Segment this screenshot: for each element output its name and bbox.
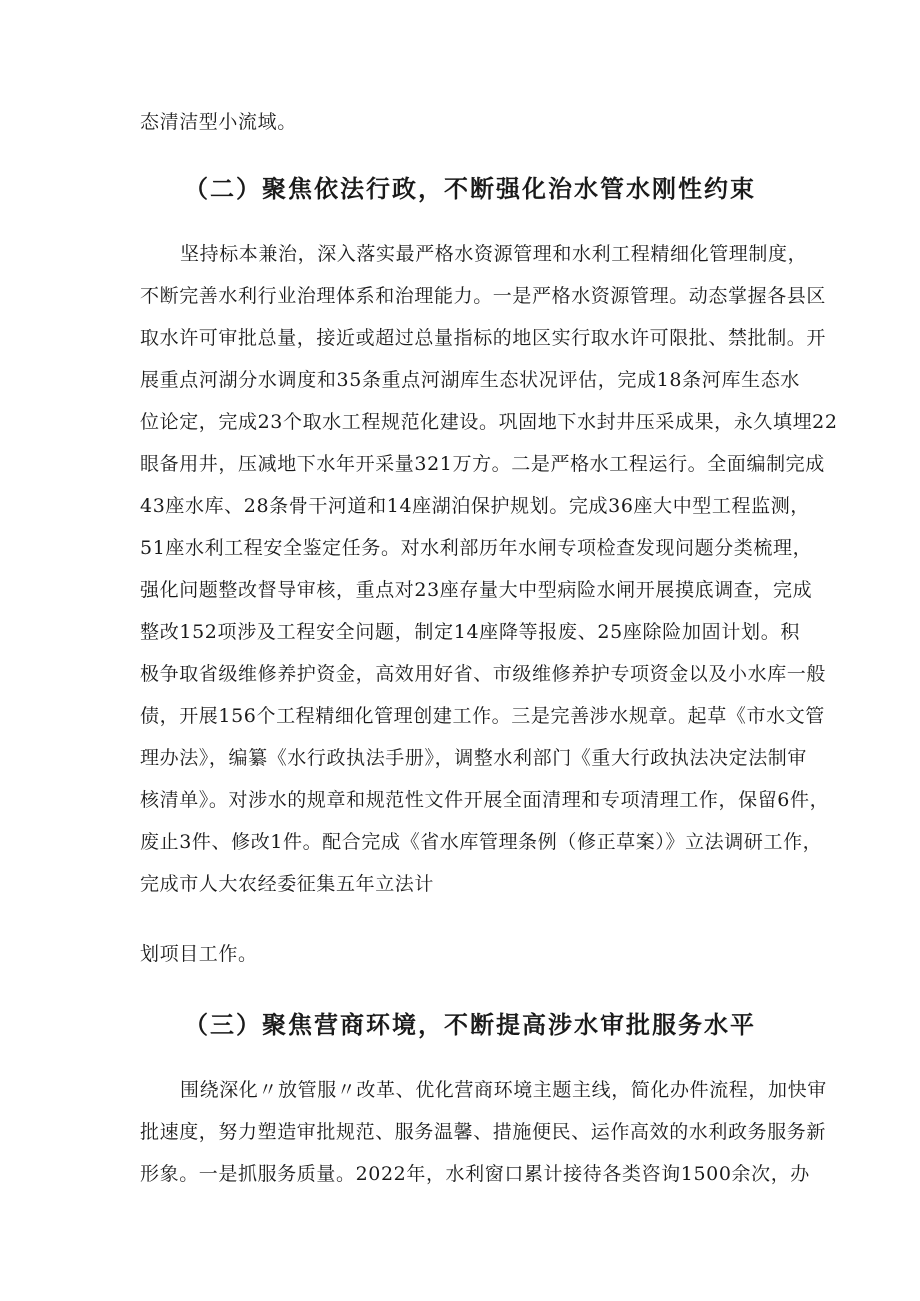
paragraph-line: 强化问题整改督导审核，重点对23座存量大中型病险水闸开展摸底调查，完成 [140, 579, 813, 601]
paragraph-line: 不断完善水利行业治理体系和治理能力。一是严格水资源管理。动态掌握各县区 [140, 285, 827, 307]
paragraph-line: 态清洁型小流域。 [140, 111, 297, 133]
paragraph-line: 废止3件、修改1件。配合完成《省水库管理条例（修正草案）》立法调研工作， [140, 831, 823, 853]
paragraph-line: 债，开展156个工程精细化管理创建工作。三是完善涉水规章。起草《市水文管 [140, 705, 825, 727]
paragraph-line: 围绕深化〃放管服〃改革、优化营商环境主题主线，简化办件流程，加快审 [180, 1079, 827, 1101]
paragraph-line: 完成市人大农经委征集五年立法计 [140, 873, 435, 895]
paragraph-line: 核清单》。对涉水的规章和规范性文件开展全面清理和专项清理工作，保留6件， [140, 789, 830, 811]
paragraph-line: 坚持标本兼治，深入落实最严格水资源管理和水利工程精细化管理制度， [180, 243, 808, 265]
paragraph-line: 划项目工作。 [140, 943, 258, 965]
paragraph-line: 批速度，努力塑造审批规范、服务温馨、措施便民、运作高效的水利政务服务新 [140, 1121, 827, 1143]
paragraph-line: 51座水利工程安全鉴定任务。对水利部历年水闸专项检查发现问题分类梳理， [140, 537, 813, 559]
paragraph-line: 形象。一是抓服务质量。2022年，水利窗口累计接待各类咨询1500余次，办 [140, 1163, 810, 1185]
paragraph-line: 极争取省级维修养护资金，高效用好省、市级维修养护专项资金以及小水库一般 [140, 663, 827, 685]
paragraph-line: 眼备用井，压减地下水年开采量321万方。二是严格水工程运行。全面编制完成 [140, 453, 825, 475]
paragraph-line: 43座水库、28条骨干河道和14座湖泊保护规划。完成36座大中型工程监测， [140, 495, 810, 517]
paragraph-line: 理办法》，编纂《水行政执法手册》，调整水利部门《重大行政执法决定法制审 [140, 747, 808, 769]
paragraph-line: 位论定，完成23个取水工程规范化建设。巩固地下水封井压采成果，永久填埋22 [140, 411, 838, 433]
paragraph-line: 取水许可审批总量，接近或超过总量指标的地区实行取水许可限批、禁批制。开 [140, 327, 827, 349]
paragraph-line: 整改152项涉及工程安全问题，制定14座降等报废、25座除险加固计划。积 [140, 621, 800, 643]
section-heading-3: （三）聚焦营商环境，不断提高涉水审批服务水平 [184, 1010, 756, 1039]
paragraph-line: 展重点河湖分水调度和35条重点河湖库生态状况评估，完成18条河库生态水 [140, 369, 800, 391]
section-heading-2: （二）聚焦依法行政，不断强化治水管水刚性约束 [184, 174, 756, 203]
